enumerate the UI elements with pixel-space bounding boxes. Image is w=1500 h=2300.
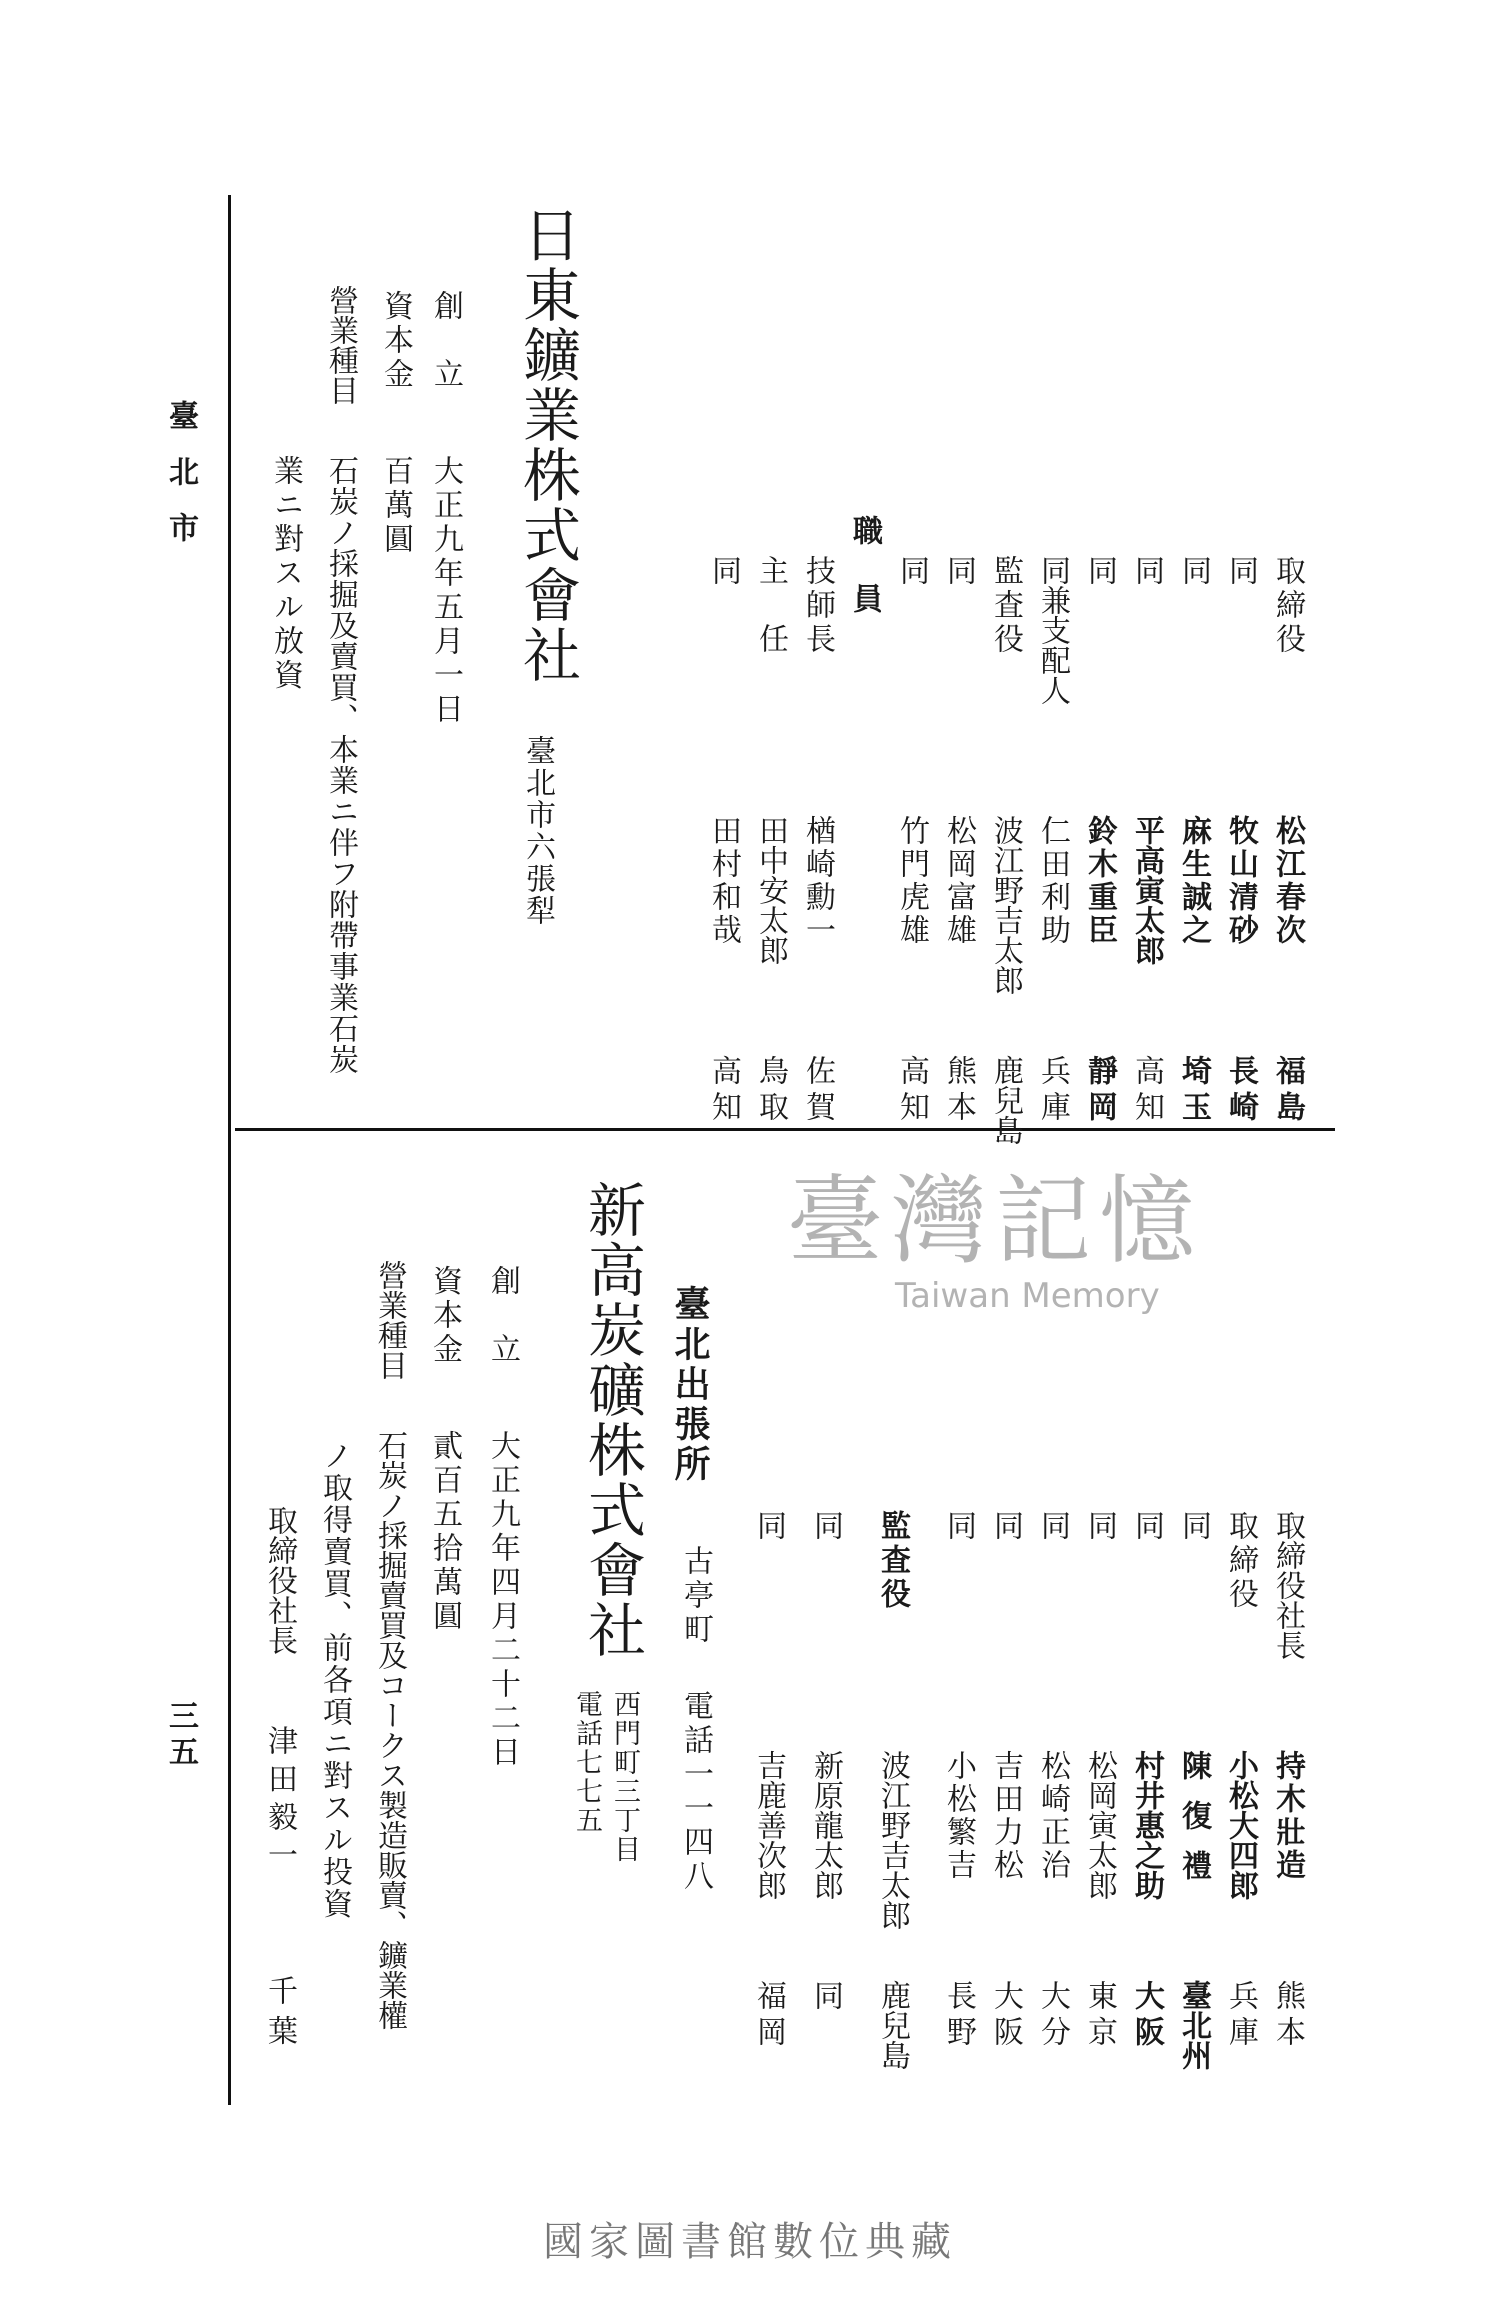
running-header-city: 臺北市 xyxy=(163,400,198,568)
staff-name: 田村和哉 xyxy=(706,815,741,947)
officer-role: 同 xyxy=(1129,555,1164,589)
staff-row xyxy=(748,555,792,1195)
staff-row xyxy=(701,555,745,1195)
capital-label: 資本金 xyxy=(378,290,413,392)
officer-prefecture: 鹿兒島 xyxy=(875,1980,910,2070)
officer-name: 陳復禮 xyxy=(1176,1750,1211,1900)
officer-name: 仁田利助 xyxy=(1035,815,1070,947)
company-address: 臺北市六張犁 xyxy=(520,735,555,927)
officer-row xyxy=(936,555,980,1195)
officer-role: 同 xyxy=(808,1510,843,1544)
officer-role: 同 xyxy=(1082,555,1117,589)
company-address: 西門町三丁目 xyxy=(609,1690,640,1864)
officer-name: 村井惠之助 xyxy=(1129,1750,1164,1900)
president-role: 取締役社長 xyxy=(262,1505,297,1655)
capital-value: 百萬圓 xyxy=(378,455,413,557)
officer-row xyxy=(1171,1510,1215,2170)
officer-prefecture: 熊本 xyxy=(1270,1980,1305,2052)
business-label: 營業種目 xyxy=(372,1260,407,1380)
founded-value: 大正九年四月二十二日 xyxy=(485,1430,520,1770)
company-phone: 電話七七五 xyxy=(571,1690,602,1835)
staff-role: 主 任 xyxy=(753,555,788,657)
officer-prefecture: 兵庫 xyxy=(1223,1980,1258,2052)
officer-row xyxy=(1077,1510,1121,2170)
officer-role: 同 xyxy=(894,555,929,589)
officer-row xyxy=(803,1510,847,2170)
capital-value: 貳百五拾萬圓 xyxy=(427,1430,462,1634)
officer-role: 同 xyxy=(988,1510,1023,1544)
officer-name: 麻生誠之 xyxy=(1176,815,1211,947)
officer-row xyxy=(1030,555,1074,1195)
staff-prefecture: 高知 xyxy=(706,1055,741,1127)
officer-name: 竹門虎雄 xyxy=(894,815,929,947)
officer-name: 持木壯造 xyxy=(1270,1750,1305,1882)
officer-role: 同 xyxy=(1223,555,1258,589)
founded-value: 大正九年五月一日 xyxy=(428,455,463,727)
vertical-rule xyxy=(228,195,231,2105)
officer-role: 同 xyxy=(1176,1510,1211,1544)
officer-role: 同 xyxy=(1176,555,1211,589)
officer-prefecture: 鹿兒島 xyxy=(988,1055,1023,1145)
officer-prefecture: 福岡 xyxy=(751,1980,786,2052)
capital-label: 資本金 xyxy=(427,1265,462,1367)
officer-name: 松岡富雄 xyxy=(941,815,976,947)
president-name: 津田毅一 xyxy=(262,1725,297,1877)
officer-name: 波江野吉太郎 xyxy=(875,1750,910,1930)
business-label: 營業種目 xyxy=(323,285,358,405)
officer-role: 同兼支配人 xyxy=(1035,555,1070,705)
officer-name: 新原龍太郎 xyxy=(808,1750,843,1900)
officer-name: 小松大四郎 xyxy=(1223,1750,1258,1900)
officer-prefecture: 福島 xyxy=(1270,1055,1305,1127)
officer-row xyxy=(1218,1510,1262,2170)
officer-row xyxy=(1171,555,1215,1195)
watermark-english: Taiwan Memory xyxy=(895,1276,1160,1316)
staff-name: 田中安太郎 xyxy=(753,815,788,965)
officer-prefecture: 大分 xyxy=(1035,1980,1070,2052)
officer-prefecture: 東京 xyxy=(1082,1980,1117,2052)
officer-name: 鈴木重臣 xyxy=(1082,815,1117,947)
officer-role: 同 xyxy=(751,1510,786,1544)
officer-row xyxy=(870,1510,914,2170)
officer-row xyxy=(936,1510,980,2170)
officer-name: 牧山清砂 xyxy=(1223,815,1258,947)
officer-row xyxy=(1124,1510,1168,2170)
officer-row xyxy=(983,1510,1027,2170)
officer-name: 松江春次 xyxy=(1270,815,1305,947)
officer-row xyxy=(1124,555,1168,1195)
branch-address: 古亭町 xyxy=(678,1545,713,1647)
officer-name: 平高寅太郎 xyxy=(1129,815,1164,965)
officer-row xyxy=(1265,1510,1309,2170)
branch-phone: 電話一一四八 xyxy=(678,1690,713,1894)
officer-row xyxy=(983,555,1027,1195)
staff-role: 技師長 xyxy=(800,555,835,657)
officer-role: 同 xyxy=(1035,1510,1070,1544)
officer-row xyxy=(1030,1510,1074,2170)
officer-role: 同 xyxy=(941,1510,976,1544)
officer-prefecture: 高知 xyxy=(1129,1055,1164,1127)
staff-role: 同 xyxy=(706,555,741,589)
officer-name: 波江野吉太郎 xyxy=(988,815,1023,995)
officer-prefecture: 兵庫 xyxy=(1035,1055,1070,1127)
officer-role: 取締役 xyxy=(1223,1510,1258,1612)
founded-label: 創 立 xyxy=(428,290,463,392)
library-footer: 國家圖書館數位典藏 xyxy=(543,2219,957,2265)
officer-name: 松岡寅太郎 xyxy=(1082,1750,1117,1900)
officer-prefecture: 長崎 xyxy=(1223,1055,1258,1127)
officer-prefecture: 大阪 xyxy=(988,1980,1023,2052)
staff-prefecture: 佐賀 xyxy=(800,1055,835,1127)
officer-name: 吉田力松 xyxy=(988,1750,1023,1882)
officer-prefecture: 臺北州 xyxy=(1176,1980,1211,2070)
president-prefecture: 千葉 xyxy=(262,1975,297,2055)
officer-row xyxy=(746,1510,790,2170)
officer-role: 同 xyxy=(1082,1510,1117,1544)
page-number: 三五 xyxy=(163,1700,198,1772)
company-title: 新高炭礦株式會社 xyxy=(578,1180,646,1660)
taiwan-memory-watermark xyxy=(745,1145,1245,1316)
officer-prefecture: 靜岡 xyxy=(1082,1055,1117,1127)
founded-label: 創 立 xyxy=(485,1265,520,1367)
business-text: 石炭ノ採掘賣買及コークス製造販賣、鑛業權 xyxy=(372,1430,407,2030)
officer-row xyxy=(1218,555,1262,1195)
officer-row xyxy=(1265,555,1309,1195)
officer-role: 監査役 xyxy=(988,555,1023,657)
officer-role: 同 xyxy=(1129,1510,1164,1544)
officer-row xyxy=(889,555,933,1195)
officer-prefecture: 熊本 xyxy=(941,1055,976,1127)
business-text-cont: ノ取得賣買、前各項ニ對スル投資 xyxy=(317,1440,352,1920)
business-text-cont: 業ニ對スル放資 xyxy=(268,455,303,693)
watermark-chinese: 臺灣記憶 xyxy=(787,1165,1203,1277)
officer-prefecture: 高知 xyxy=(894,1055,929,1127)
branch-office: 臺北出張所 xyxy=(669,1285,711,1485)
officer-prefecture: 長野 xyxy=(941,1980,976,2052)
officer-role: 同 xyxy=(941,555,976,589)
company-title: 日東鑛業株式會社 xyxy=(513,205,581,685)
officer-name: 小松繁吉 xyxy=(941,1750,976,1882)
business-text: 石炭ノ採掘及賣買、本業ニ伴フ附帶事業石炭 xyxy=(323,455,358,1075)
officer-name: 松崎正治 xyxy=(1035,1750,1070,1882)
officer-role: 取締役 xyxy=(1270,555,1305,657)
officer-name: 吉鹿善次郎 xyxy=(751,1750,786,1900)
officer-role: 取締役社長 xyxy=(1270,1510,1305,1660)
officer-prefecture: 同 xyxy=(808,1980,843,2016)
staff-row xyxy=(795,555,839,1195)
staff-name: 楢崎勳一 xyxy=(800,815,835,947)
officer-row xyxy=(1077,555,1121,1195)
staff-heading: 職 員 xyxy=(847,515,882,617)
staff-prefecture: 鳥取 xyxy=(753,1055,788,1127)
officer-prefecture: 大阪 xyxy=(1129,1980,1164,2052)
officer-role: 監査役 xyxy=(875,1510,910,1612)
officer-prefecture: 埼玉 xyxy=(1176,1055,1211,1127)
